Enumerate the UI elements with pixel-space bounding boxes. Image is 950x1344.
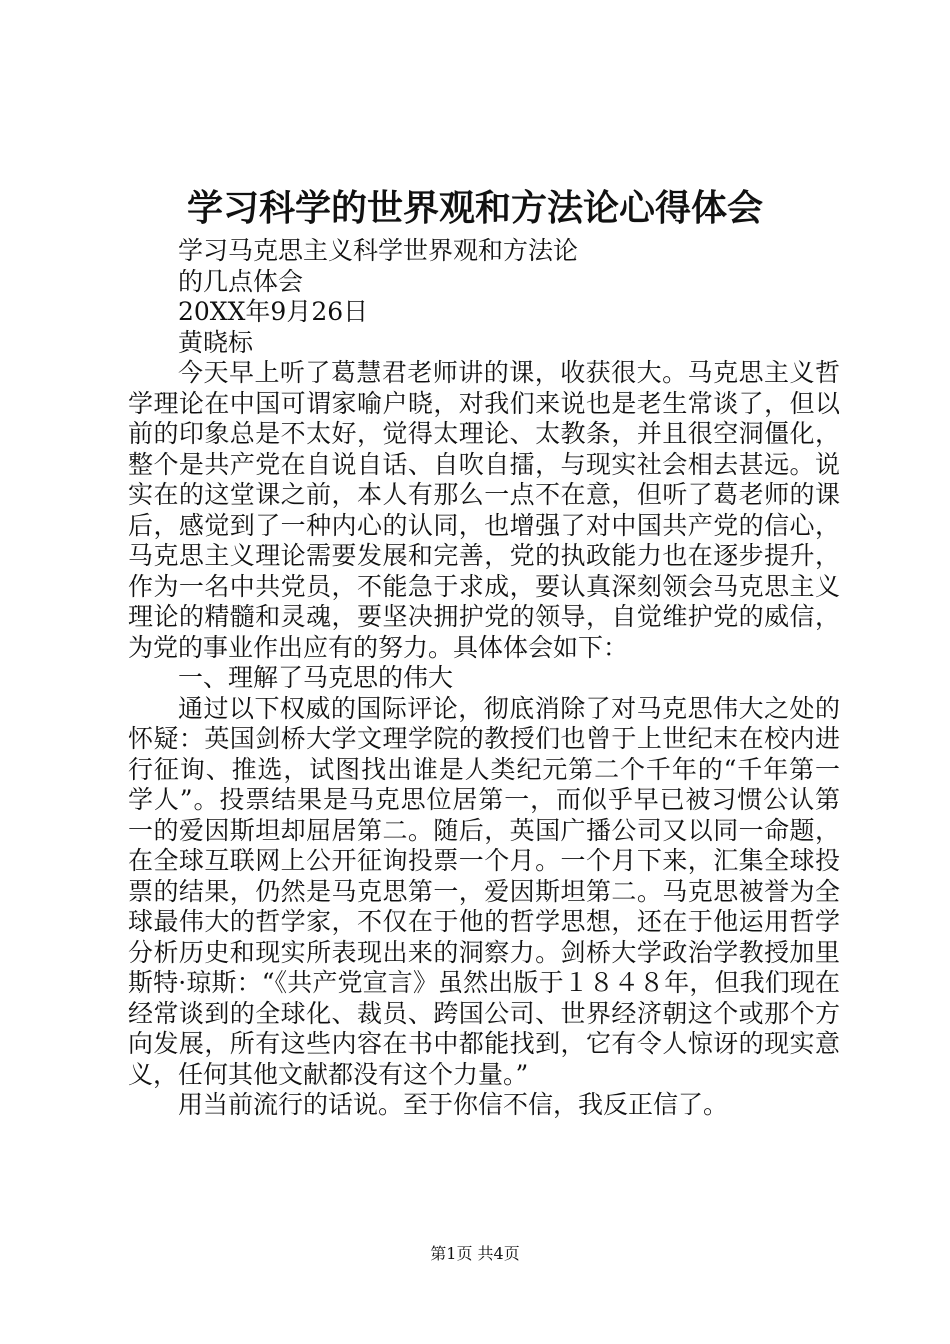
section-heading: 一、理解了马克思的伟大 [178, 663, 454, 692]
page-footer: 第1页 共4页 [430, 1244, 520, 1263]
paragraph-intro: 今天早上听了葛慧君老师讲的课，收获很大。马克思主义哲学理论在中国可谓家喻户晓，对我们来说也是老生常谈了，但以前的印象总是不太好，觉得太理论、太教条，并且很空洞僵化，整个是共产党在自说自话、自吹自擂，与现实社会相去甚远。说实在的这堂课之前，本人有那么一点不在意，但听了葛老师的课后，感觉到了一种内心的认同，也增强了对中国共产党的信心，马克思主义理论需要发展和完善，党的执政能力也在逐步提升，作为一名中共党员，不能急于求成，要认真深刻领会马克思主义理论的精髓和灵魂，要坚决拥护党的领导，自觉维护党的威信，为党的事业作出应有的努力。具体体会如下： [128, 358, 840, 662]
subtitle-line-2: 的几点体会 [178, 266, 304, 296]
paragraph-body: 通过以下权威的国际评论，彻底消除了对马克思伟大之处的怀疑：英国剑桥大学文理学院的教授们也曾于上世纪末在校内进行征询、推选，试图找出谁是人类纪元第二个千年的“千年第一学人”。投票结果是马克思位居第一，而似乎早已被习惯公认第一的爱因斯坦却屈居第二。随后，英国广播公司又以同一命题，在全球互联网上公开征询投票一个月。一个月下来，汇集全球投票的结果，仍然是马克思第一，爱因斯坦第二。马克思被誉为全球最伟大的哲学家，不仅在于他的哲学思想，还在于他运用哲学分析历史和现实所表现出来的洞察力。剑桥大学政治学教授加里斯特·琼斯：“《共产党宣言》虽然出版于１８４８年，但我们现在经常谈到的全球化、裁员、跨国公司、世界经济朝这个或那个方向发展，所有这些内容在书中都能找到，它有令人惊讶的现实意义，任何其他文献都没有这个力量。” [128, 693, 840, 1089]
document-body [128, 236, 840, 1121]
document-date: 20XX年9月26日 [178, 297, 369, 326]
paragraph-closing: 用当前流行的话说。至于你信不信，我反正信了。 [178, 1090, 729, 1119]
subtitle-line-1: 学习马克思主义科学世界观和方法论 [178, 236, 579, 265]
document-title: 学习科学的世界观和方法论心得体会 [186, 187, 763, 229]
document-author: 黄晓标 [178, 327, 254, 357]
